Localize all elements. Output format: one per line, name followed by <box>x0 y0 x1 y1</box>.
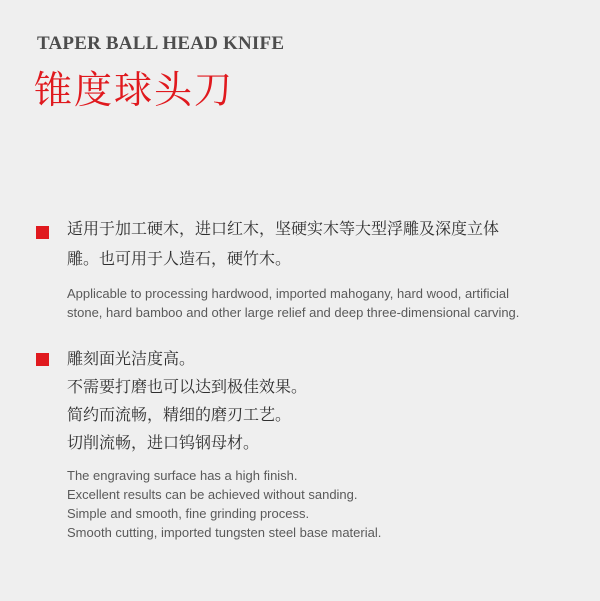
en-line: Smooth cutting, imported tungsten steel base material. <box>67 525 382 540</box>
product-title-cn: 锥度球头刀 <box>34 68 235 112</box>
en-line: The engraving surface has a high finish. <box>67 468 298 483</box>
cn-line: 简约而流畅，精细的磨刃工艺。 <box>67 405 292 424</box>
red-square-bullet-icon <box>36 226 49 239</box>
en-line: Excellent results can be achieved without sanding. <box>67 487 358 502</box>
applications-cn-text <box>67 214 567 274</box>
cn-line: 雕。也可用于人造石，硬竹木。 <box>67 249 292 268</box>
applications-en-text <box>67 284 587 322</box>
cn-line: 适用于加工硬木，进口红木，坚硬实木等大型浮雕及深度立体 <box>67 219 500 238</box>
en-line: Simple and smooth, fine grinding process. <box>67 506 310 521</box>
finish-cn-text <box>67 345 567 457</box>
cn-line: 不需要打磨也可以达到极佳效果。 <box>67 377 308 396</box>
en-line: Applicable to processing hardwood, imported mahogany, hard wood, artificial <box>67 286 510 301</box>
cn-line: 切削流畅，进口钨钢母材。 <box>67 433 260 452</box>
product-title-en: TAPER BALL HEAD KNIFE <box>37 33 285 54</box>
finish-en-text <box>67 466 587 542</box>
en-line: stone, hard bamboo and other large relief and deep three-dimensional carving. <box>67 305 520 320</box>
cn-line: 雕刻面光洁度高。 <box>67 349 196 368</box>
red-square-bullet-icon <box>36 353 49 366</box>
